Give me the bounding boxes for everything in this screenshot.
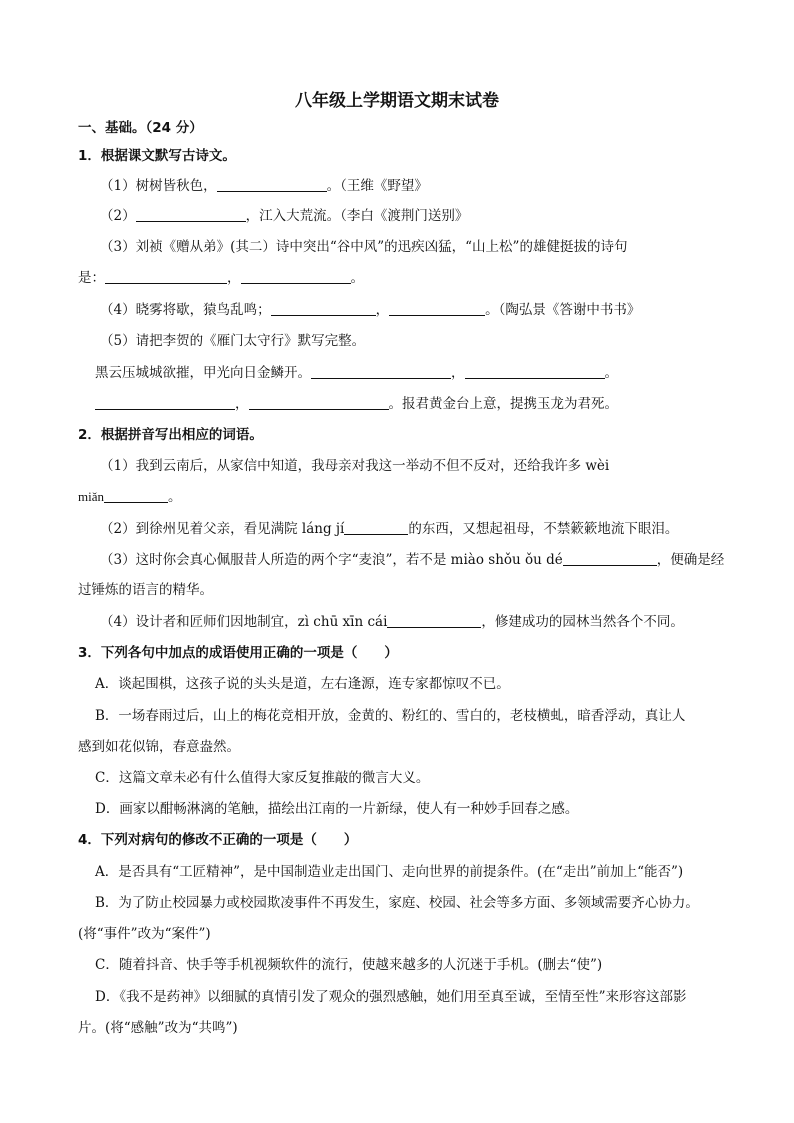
answer-blank[interactable] bbox=[249, 395, 389, 410]
answer-blank[interactable] bbox=[217, 177, 327, 192]
question-4-stem: 4．下列对病句的修改不正确的一项是（ ） bbox=[78, 832, 358, 848]
q3-option-b[interactable]: B．一场春雨过后，山上的梅花竞相开放，金黄的、粉红的、雪白的，老枝横虬，暗香浮动，真让人 bbox=[95, 708, 686, 724]
exam-title: 八年级上学期语文期末试卷 bbox=[295, 91, 499, 111]
q1-item-5-line-2: ， 。报君黄金台上意，提携玉龙为君死。 bbox=[95, 394, 618, 414]
q1-item-5-line-1: 黑云压城城欲摧，甲光向日金鳞开。 ， 。 bbox=[95, 365, 618, 381]
q1-item-2: （2） ，江入大荒流。（李白《渡荆门送别》 bbox=[100, 208, 469, 224]
q4-option-d-cont: 片。(将“感触”改为“共鸣”) bbox=[78, 1020, 238, 1036]
q2-item-1: （1）我到云南后，从家信中知道，我母亲对我这一举动不但不反对，还给我许多 wèi bbox=[100, 458, 610, 474]
q1-item-1: （1）树树皆秋色， 。（王维《野望》 bbox=[100, 178, 428, 194]
answer-blank[interactable] bbox=[344, 520, 408, 535]
question-2-stem: 2．根据拼音写出相应的词语。 bbox=[78, 427, 263, 443]
section-heading: 一、基础。（24 分） bbox=[78, 120, 203, 136]
q1-item-5: （5）请把李贺的《雁门太守行》默写完整。 bbox=[100, 333, 366, 349]
question-1-stem: 1．根据课文默写古诗文。 bbox=[78, 148, 236, 164]
answer-blank[interactable] bbox=[311, 364, 451, 379]
q1-item-3: （3）刘祯《赠从弟》(其二）诗中突出“谷中风”的迅疾凶猛，“山上松”的雄健挺拔的诗句 bbox=[100, 239, 628, 255]
answer-blank[interactable] bbox=[241, 269, 351, 284]
q3-option-d[interactable]: D．画家以酣畅淋漓的笔触，描绘出江南的一片新绿，使人有一种妙手回春之感。 bbox=[95, 801, 579, 817]
answer-blank[interactable] bbox=[563, 551, 657, 566]
answer-blank[interactable] bbox=[271, 301, 376, 316]
question-3-stem: 3．下列各句中加点的成语使用正确的一项是（ ） bbox=[78, 645, 398, 661]
q1-item-4: （4）晓雾将歇，猿鸟乱鸣； ， 。（陶弘景《答谢中书书》 bbox=[100, 302, 641, 318]
q2-item-2: （2）到徐州见着父亲，看见满院 láng jí 的东西，又想起祖母，不禁簌簌地流下眼泪。 bbox=[100, 521, 679, 537]
answer-blank[interactable] bbox=[389, 301, 485, 316]
q3-option-b-cont: 感到如花似锦，春意盎然。 bbox=[78, 739, 240, 755]
answer-blank[interactable] bbox=[95, 395, 235, 410]
answer-blank[interactable] bbox=[105, 269, 227, 284]
answer-blank[interactable] bbox=[104, 488, 168, 503]
q3-option-a[interactable]: A．谈起围棋，这孩子说的头头是道，左右逢源，连专家都惊叹不已。 bbox=[95, 676, 510, 692]
q2-item-3-cont: 过锤炼的语言的精华。 bbox=[78, 582, 213, 598]
q4-option-c[interactable]: C．随着抖音、快手等手机视频软件的流行，使越来越多的人沉迷于手机。(删去“使”) bbox=[95, 957, 603, 973]
q4-option-b[interactable]: B．为了防止校园暴力或校园欺凌事件不再发生，家庭、校园、社会等多方面、多领域需要齐心协力。 bbox=[95, 895, 699, 911]
q4-option-a[interactable]: A．是否具有“工匠精神”，是中国制造业走出国门、走向世界的前提条件。(在“走出”前加上“能否”) bbox=[95, 864, 684, 880]
q2-item-1-cont: miǎn 。 bbox=[78, 489, 182, 505]
answer-blank[interactable] bbox=[387, 613, 481, 628]
answer-blank[interactable] bbox=[465, 364, 605, 379]
q4-option-b-cont: (将“事件”改为“案件”) bbox=[78, 926, 211, 942]
q3-option-c[interactable]: C．这篇文章未必有什么值得大家反复推敲的微言大义。 bbox=[95, 770, 430, 786]
q2-item-3: （3）这时你会真心佩服昔人所造的两个字“麦浪”，若不是 miào shǒu ǒu dé ，便确是经 bbox=[100, 552, 725, 568]
q2-item-4: （4）设计者和匠师们因地制宜，zì chū xīn cái ，修建成功的园林当然各个不同。 bbox=[100, 614, 684, 630]
q1-item-3-cont: 是： ， 。 bbox=[78, 270, 364, 286]
q4-option-d[interactable]: D．《我不是药神》以细腻的真情引发了观众的强烈感触，她们用至真至诚，至情至性”来形容这部影 bbox=[95, 989, 687, 1005]
answer-blank[interactable] bbox=[136, 207, 246, 222]
